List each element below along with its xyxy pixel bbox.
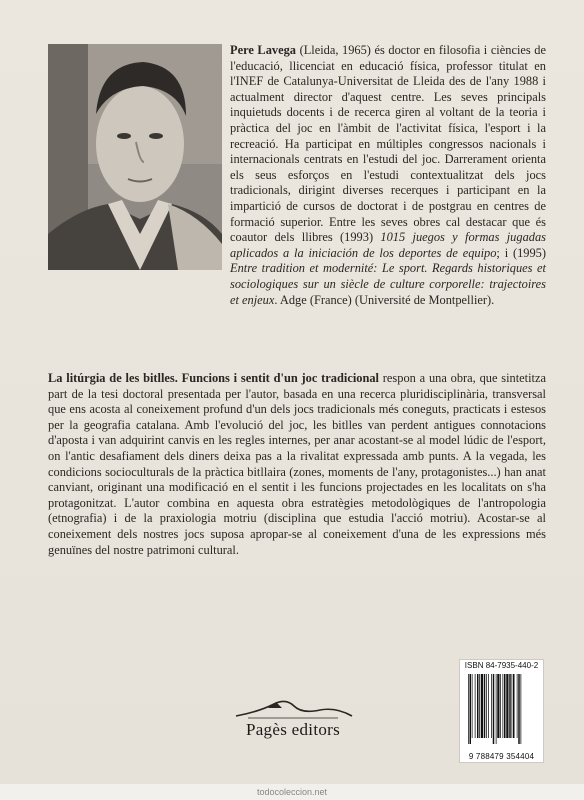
barcode-bar [479,674,480,738]
author-bio-text: (Lleida, 1965) és doctor en filosofia i ciències de l'educació, llicenciat en educació física, professor titulat en l'INEF de Catalunya-Universitat de Lleida des de l'any 1988 i actualment director d'aquest centre. Les seves principals inquietuds docents i de recerca giren al voltant de la teoria i pràctica del joc en l'àmbit de l'activitat física, l'esport i la recreació. Ha participat en múltiples congressos nacionals i internacionals centrats en l'estudi del joc. Darrerament orienta els seus esforços en l'estudi contextualitzat dels jocs tradicionals, dirigint diverses recerques i participant en la impartició de cursos de doctorat i de postgrau en centres de formació superior. Entre les seves obres cal destacar que és coautor dels llibres (1993) [230,43,546,245]
barcode-icon [467,674,539,750]
barcode-bar [504,674,506,738]
barcode-bar [512,674,513,738]
barcode-number: 9 788479 354404 [468,752,535,761]
barcode-bar [518,674,520,744]
barcode-bar [517,674,518,738]
barcode-bar [521,674,522,744]
publisher-name: Pagès editors [245,720,341,739]
description-text: respon a una obra, que sintetitza part de la tesi doctoral presentada per l'autor, basada en una recerca pluridisciplinària, transversal que ens acosta al coneixement profund d'un dels jocs tradicionals més coneguts, practicats i estesos per la geografia catalana. Amb l'evolució del joc, les bitlles van perdent antigues connotacions d'aposta i van adquirint canvis en les regles internes, per anar acostant-se al model lúdic de l'esport, on l'antic desafiament dels diners deixa pas a la rivalitat expressada amb punts. A la vegada, les condicions socioculturals de la pràctica bitllaira (zones, moments de l'any, protagonistes...) han anat canviant, originant una modificació en el sentit i les funcions projectades en les localitats on s'ha protagonitzat. L'autor combina en aquesta obra estratègies metodològiques de l'antropologia (etnografia) i de la praxiologia motriu (disciplina que estudia l'acció motriu). Acostar-se al coneixement dels nostres jocs suposa apropar-se al coneixement d'una de les expressions més genuïnes del nostre patrimoni cultural. [48,371,546,557]
barcode-bar [493,674,495,744]
barcode-bar [497,674,499,738]
barcode-bar [506,674,508,738]
barcode-bar [503,674,504,738]
barcode-bar [484,674,486,738]
barcode-bar [468,674,469,744]
author-photo [48,44,222,270]
author-bio-end: . Adge (France) (Université de Montpellier). [274,292,495,307]
barcode-bar [509,674,511,738]
author-portrait-image [48,44,222,270]
barcode-bar [500,674,501,738]
publisher-block [228,692,358,740]
barcode-bar [475,674,476,738]
barcode-bar [486,674,487,738]
barcode-bar [470,674,472,744]
author-bio-top [230,43,546,308]
barcode-bar [513,674,515,738]
barcode-bar [488,674,489,738]
barcode-bar [477,674,479,738]
barcode-bar [491,674,492,738]
watermark: todocoleccion.net [0,784,584,800]
barcode-bar [496,674,497,744]
isbn-barcode-box [459,659,544,763]
book-title-1: 1015 juegos y formas jugadas aplicados a la iniciación de los deportes de equipo [230,230,546,260]
author-bio-mid: ; i (1995) [496,245,546,260]
isbn-label: ISBN 84-7935-440-2 [464,661,539,670]
book-title-2: Entre tradition et modernité: Le sport. Regards historiques et sociologiques sur un siècle de culture corporelle: trajectoires et enjeux [230,261,546,307]
book-description [48,371,546,558]
author-name: Pere Lavega [230,43,296,57]
barcode-bar [472,674,473,738]
book-title: La litúrgia de les bitlles. Funcions i sentit d'un joc tradicional [48,371,379,385]
publisher-logo-icon [228,692,358,722]
barcode-bar [481,674,483,738]
